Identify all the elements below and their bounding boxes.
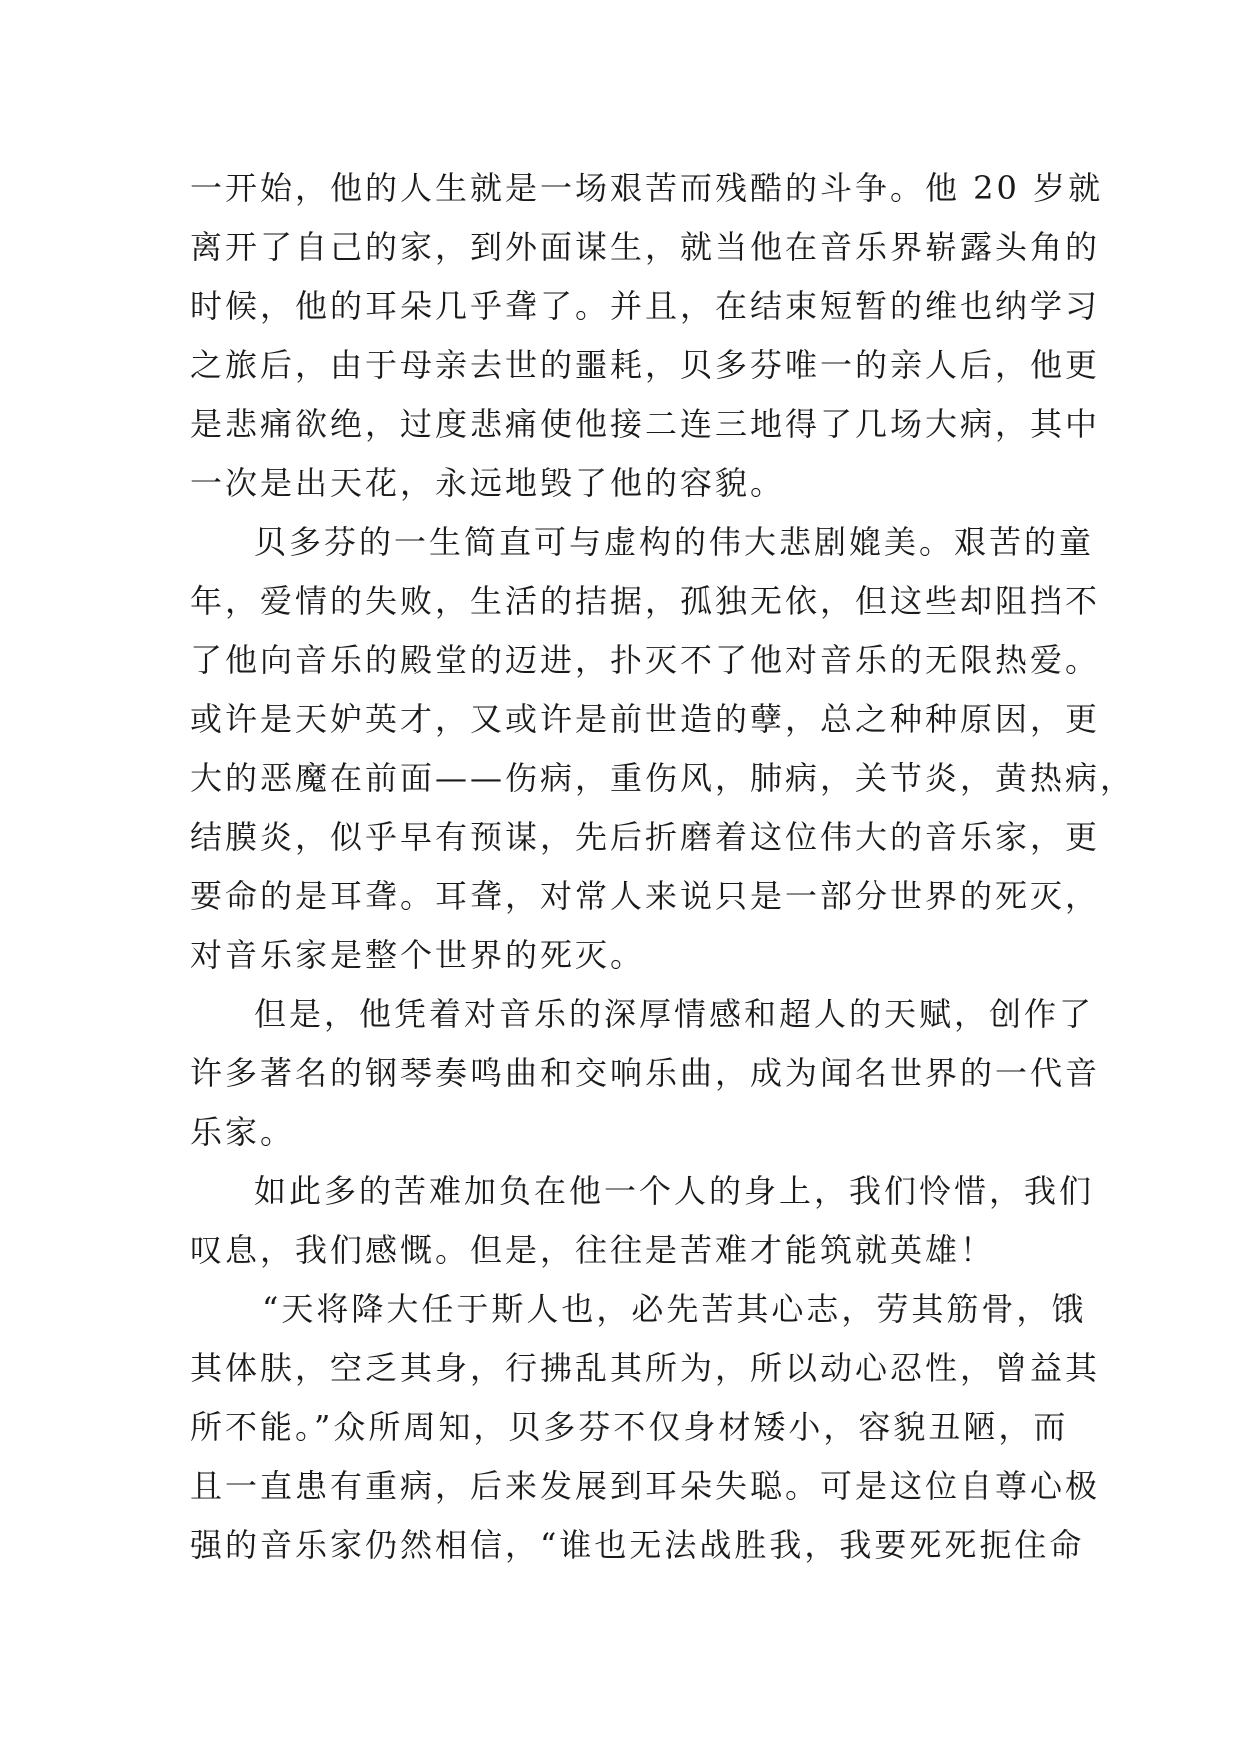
- text-line: 其体肤，空乏其身，行拂乱其所为，所以动心忍性，曾益其: [190, 1349, 1101, 1387]
- text-line: “天将降大任于斯人也，必先苦其心志，劳其筋骨，饿: [262, 1290, 1087, 1328]
- text-line: 贝多芬的一生简直可与虚构的伟大悲剧媲美。艰苦的童: [254, 523, 1095, 561]
- text-line: 了他向音乐的殿堂的迈进，扑灭不了他对音乐的无限热爱。: [190, 641, 1101, 679]
- text-line: 乐家。: [190, 1113, 296, 1151]
- text-line: 或许是天妒英才，又或许是前世造的孽，总之种种原因，更: [190, 700, 1101, 738]
- paragraph-3: [190, 985, 1101, 1162]
- text-line: 对音乐家是整个世界的死灭。: [190, 936, 646, 974]
- text-line: 但是，他凭着对音乐的深厚情感和超人的天赋，创作了: [254, 995, 1095, 1033]
- text-line: 之旅后，由于母亲去世的噩耗，贝多芬唯一的亲人后，他更: [190, 346, 1101, 384]
- text-line: 大的恶魔在前面——伤病，重伤风，肺病，关节炎，黄热病，: [190, 759, 1136, 797]
- text-line: 是悲痛欲绝，过度悲痛使他接二连三地得了几场大病，其中: [190, 405, 1101, 443]
- text-line: 一开始，他的人生就是一场艰苦而残酷的斗争。他 20 岁就: [190, 169, 1104, 207]
- text-line: 如此多的苦难加负在他一个人的身上，我们怜惜，我们: [254, 1172, 1095, 1210]
- text-line: 一次是出天花，永远地毁了他的容貌。: [190, 464, 786, 502]
- text-line: 时候，他的耳朵几乎聋了。并且，在结束短暂的维也纳学习: [190, 287, 1101, 325]
- text-line: 要命的是耳聋。耳聋，对常人来说只是一部分世界的死灭，: [190, 877, 1101, 915]
- text-line: 许多著名的钢琴奏鸣曲和交响乐曲，成为闻名世界的一代音: [190, 1054, 1101, 1092]
- text-line: 且一直患有重病，后来发展到耳朵失聪。可是这位自尊心极: [190, 1467, 1101, 1505]
- paragraph-1: [190, 159, 1104, 513]
- paragraph-4: [190, 1162, 1095, 1280]
- text-line: 结膜炎，似乎早有预谋，先后折磨着这位伟大的音乐家，更: [190, 818, 1101, 856]
- paragraph-2: [190, 513, 1136, 985]
- paragraph-5: [190, 1280, 1101, 1575]
- text-line: 叹息，我们感慨。但是，往往是苦难才能筑就英雄！: [190, 1231, 996, 1269]
- text-line: 离开了自己的家，到外面谋生，就当他在音乐界崭露头角的: [190, 228, 1101, 266]
- text-line: 年，爱情的失败，生活的拮据，孤独无依，但这些却阻挡不: [190, 582, 1101, 620]
- text-line: 所不能。”众所周知，贝多芬不仅身材矮小，容貌丑陋，而: [190, 1408, 1069, 1446]
- text-line: 强的音乐家仍然相信，“谁也无法战胜我，我要死死扼住命: [190, 1526, 1085, 1564]
- document-body: [190, 159, 1136, 1575]
